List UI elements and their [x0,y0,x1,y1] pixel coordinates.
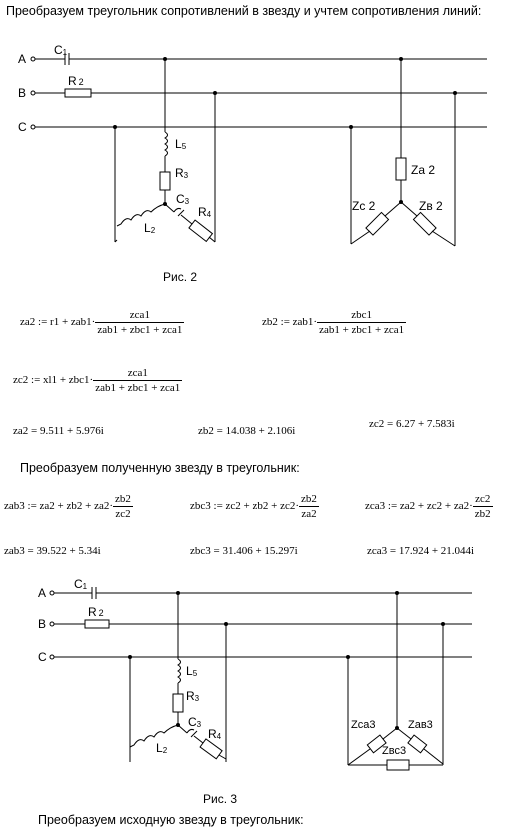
fig3-c3-label: C [188,715,197,729]
svg-text:L2 [156,741,168,755]
result-zc2: zc2 = 6.27 + 7.583i [369,418,455,430]
formula-zc2 [13,367,182,394]
heading-original-star-to-triangle: Преобразуем исходную звезду в треугольник: [38,813,304,827]
c1-label: C [54,43,63,57]
formula-zab3-denominator: zc2 [115,508,131,520]
svg-text:L2 [144,221,156,235]
svg-text:C1 [54,43,68,57]
c3-label: C [176,192,185,206]
figure-3-caption: Рис. 3 [203,792,238,806]
r2-subscript: 2 [78,77,84,87]
l2-label: L [144,221,151,235]
result-zbc3: zbc3 = 31.406 + 15.297i [190,545,298,557]
fig3-phase-c-label: C [38,650,47,664]
circuit-figure-3 [0,576,515,786]
fig3-phase-b-label: B [38,617,47,631]
formula-zbc3-lhs: zbc3 := zc2 + zb2 + zc2· [190,500,300,513]
formula-za2-numerator: zca1 [95,309,184,323]
result-za2: za2 = 9.511 + 5.976i [13,425,104,437]
fig3-c1-label: C [74,577,83,591]
formula-zb2 [262,309,406,336]
l2-subscript: 2 [150,226,156,235]
fig3-r2-label: R [88,605,97,619]
formula-zb2-denominator: zab1 + zbc1 + zca1 [319,324,405,336]
result-zca3: zca3 = 17.924 + 21.044i [367,545,475,557]
formula-za2 [20,309,184,336]
zca3-label: Zca3 [351,719,376,731]
svg-text:R4 [198,205,212,219]
l5-label: L [175,137,182,151]
formula-zab3-lhs: zab3 := za2 + zb2 + za2· [4,500,114,513]
zab3-label: Zав3 [408,719,433,731]
formula-zbc3-numerator: zb2 [301,493,317,505]
l5-subscript: 5 [181,142,187,151]
zc2-label: Zc 2 [352,199,376,213]
svg-text:L5 [175,137,187,151]
formula-zab3-numerator: zb2 [115,493,131,505]
svg-text:R3 [186,689,200,703]
fig3-l5-subscript: 5 [192,669,198,678]
phase-b-label: B [18,86,27,100]
fig3-r3-subscript: 3 [194,694,200,703]
formula-zc2-lhs: zc2 := xl1 + zbc1· [13,374,94,387]
r4-label: R [198,205,207,219]
za2-label: Za 2 [411,163,436,177]
fig3-c3-subscript: 3 [196,720,202,729]
formula-zca3-numerator: zc2 [473,493,493,507]
formula-zc2-denominator: zab1 + zbc1 + zca1 [95,382,181,394]
svg-text:R2 [68,74,84,88]
c3-subscript: 3 [184,197,190,206]
svg-text:R3 [175,166,189,180]
r4-subscript: 4 [206,210,212,219]
fig3-l2-subscript: 2 [162,746,168,755]
r3-subscript: 3 [183,171,189,180]
circuit-figure-2 [0,40,515,265]
formula-za2-denominator: zab1 + zbc1 + zca1 [97,324,183,336]
fig3-l5-label: L [186,664,193,678]
svg-text:C3 [176,192,190,206]
svg-text:R2 [88,605,104,619]
fig3-c1-subscript: 1 [82,582,88,591]
result-zab3: zab3 = 39.522 + 5.34i [4,545,101,557]
svg-text:L5 [186,664,198,678]
svg-text:C3 [188,715,202,729]
svg-text:C1 [74,577,88,591]
heading-triangle-to-star: Преобразуем треугольник сопротивлений в звезду и учтем сопротивления линий: [6,4,482,18]
phase-a-label: A [18,52,27,66]
zbc3-label: Zвс3 [382,745,407,757]
phase-c-label: C [18,120,27,134]
formula-za2-lhs: za2 := r1 + zab1· [20,316,96,329]
fig3-r4-subscript: 4 [216,732,222,741]
fig3-l2-label: L [156,741,163,755]
fig3-r3-label: R [186,689,195,703]
formula-zca3-denominator: zb2 [474,508,491,520]
formula-zbc3-denominator: za2 [301,508,317,520]
formula-zbc3 [190,493,319,520]
fig3-r2-subscript: 2 [98,608,104,618]
c1-subscript: 1 [62,48,68,57]
r3-label: R [175,166,184,180]
fig3-r4-label: R [208,727,217,741]
svg-text:R4 [208,727,222,741]
formula-zca3 [365,493,493,520]
zb2-label: Zв 2 [419,199,443,213]
formula-zab3 [4,493,133,520]
figure-2-caption: Рис. 2 [163,270,198,284]
formula-zca3-lhs: zca3 := za2 + zc2 + za2· [365,500,473,513]
result-zb2: zb2 = 14.038 + 2.106i [198,425,296,437]
formula-zb2-lhs: zb2 := zab1· [262,316,318,329]
r2-label: R [68,74,77,88]
formula-zb2-numerator: zbc1 [317,309,406,323]
formula-zc2-numerator: zca1 [93,367,182,381]
fig3-phase-a-label: A [38,586,47,600]
heading-star-to-triangle: Преобразуем полученную звезду в треугольник: [20,461,300,475]
